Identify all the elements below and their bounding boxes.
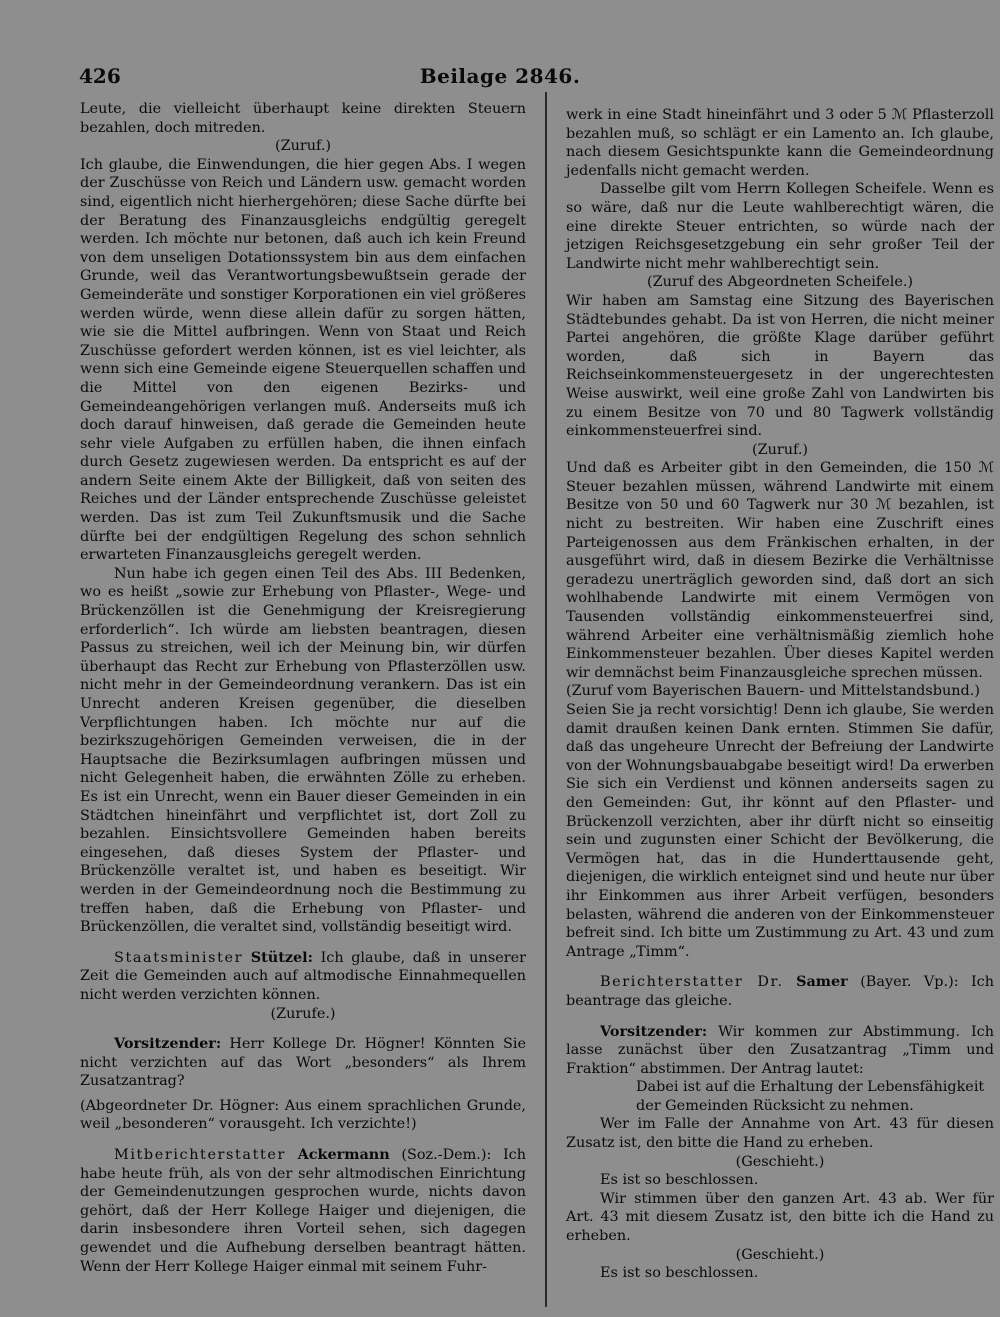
speaker-role: Vorsitzender: bbox=[600, 1022, 708, 1040]
page-number: 426 bbox=[79, 64, 121, 88]
speaker-name: Samer bbox=[796, 973, 848, 991]
speech-text: Ich beantrage das gleiche. bbox=[566, 974, 994, 1009]
interjection: (Zuruf.) bbox=[751, 441, 809, 458]
speaker-party: (Bayer. Vp.): bbox=[860, 974, 959, 991]
speech-text: Herr Kollege Dr. Högner! Könnten Sie nicht verzichten auf das Wort „besonders“ als Ihrem Zusatzantrag? bbox=[80, 1036, 526, 1090]
left-column bbox=[80, 100, 526, 1276]
speaker-party: (Soz.-Dem.): bbox=[401, 1147, 492, 1164]
paragraph: Ich glaube, die Einwendungen, die hier gegen Abs. I wegen der Zuschüsse von Reich und Ländern usw. gemacht worden sind, eigentlich nicht hierhergehören; diese Sache dürfte bei der Beratung des Finanzausgleichs endgültig geregelt werden. Ich möchte nur betonen, daß auch ich kein Freund von dem unseligen Dotationssystem bin aus dem einfachen Grunde, weil das Verantwortungsbewußtsein gerade der Gemeinderäte und sonstiger Korporationen ein viel größeres werden würde, wenn diese allein dafür zu sorgen hätten, wie sie die Mittel aufbringen. Wenn von Staat und Reich Zuschüsse gefordert werden können, ist es viel leichter, als wenn sich eine Gemeinde eigene Steuerquellen schaffen und die Mittel von den eigenen Bezirks- und Gemeindeangehörigen verlangen muß. Anderseits muß ich doch darauf hinweisen, daß gerade die Gemeinden heute sehr viele Aufgaben zu erfüllen haben, die ihnen einfach durch Gesetz zugewiesen werden. Da entspricht es auf der andern Seite einem Akte der Billigkeit, daß von seiten des Reiches und der Länder entsprechende Zuschüsse geleistet werden. Das ist zum Teil Zukunftsmusik und die Sache dürfte bei der endgültigen Regelung des schon sehnlich erwarteten Finanzausgleichs geregelt werden. bbox=[80, 156, 526, 564]
speaker-role: Berichterstatter Dr. bbox=[600, 974, 784, 991]
speech-text: Ich glaube, daß in unserer Zeit die Gemeinden auch auf altmodische Einnahmequellen nicht werden verzichten können. bbox=[80, 949, 527, 1003]
right-column bbox=[566, 106, 994, 1283]
interjection: (Zuruf des Abgeordneten Scheifele.) bbox=[646, 274, 914, 291]
speech-stuetzel bbox=[80, 949, 526, 1005]
speaker-role: Vorsitzender: bbox=[114, 1035, 222, 1053]
paragraph: Leute, die vielleicht überhaupt keine direkten Steuern bezahlen, doch mitreden. bbox=[80, 101, 526, 136]
speech-vorsitzender bbox=[80, 1035, 526, 1091]
page-title: Beilage 2846. bbox=[419, 64, 581, 88]
paragraph: Wer im Falle der Annahme von Art. 43 für diesen Zusatz ist, den bitte die Hand zu erheben. bbox=[566, 1116, 994, 1152]
column-divider bbox=[545, 92, 547, 1307]
speaker-role: Mitberichterstatter bbox=[114, 1147, 286, 1164]
speaker-role: Staatsminister bbox=[114, 949, 244, 966]
paragraph: werk in eine Stadt hineinfährt und 3 oder 5 ℳ Pflasterzoll bezahlen muß, so schlägt er ein Lamento an. Ich glaube, nach diesem Gesichtspunkte kann die Gemeindeordnung jedenfalls nicht gemacht werden. bbox=[566, 107, 994, 179]
interjection: (Geschieht.) bbox=[735, 1246, 825, 1263]
speaker-name: Ackermann bbox=[297, 1146, 390, 1164]
speech-vorsitzender bbox=[566, 1023, 994, 1079]
interjection: (Zuruf.) bbox=[274, 138, 332, 155]
interjection: (Abgeordneter Dr. Högner: Aus einem sprachlichen Grunde, weil „besonderen“ vorausgeht. Ich verzichte!) bbox=[80, 1097, 526, 1133]
speaker-name: Stützel: bbox=[250, 948, 313, 966]
paragraph: Und daß es Arbeiter gibt in den Gemeinden, die 150 ℳ Steuer bezahlen müssen, während Landwirte mit einem Besitze von 50 und 60 Tagwerk nur 30 ℳ bezahlen, ist nicht zu bestreiten. Wir haben eine Zuschrift eines Parteigenossen aus dem Fränkischen erhalten, in der ausgeführt wird, daß in diesem Bezirke die Verhältnisse geradezu unerträglich geworden sind, daß dort an sich wohlhabende Landwirte mit einem Vermögen von Tausenden vollständig einkommensteuerfrei sind, während Arbeiter eine verhältnismäßig ziemlich hohe Einkommensteuer bezahlen. Über dieses Kapitel werden wir demnächst beim Finanzausgleiche sprechen müssen. bbox=[566, 460, 994, 681]
speech-samer bbox=[566, 973, 994, 1010]
paragraph: Seien Sie ja recht vorsichtig! Denn ich glaube, Sie werden damit draußen keinen Dank ernten. Stimmen Sie dafür, daß das ungeheure Unrecht der Befreiung der Landwirte von der Wohnungsbauabgabe beseitigt wird! Da erwerben Sie sich ein Verdienst und können anderseits sagen zu den Gemeinden: Gut, ihr könnt auf den Pflaster- und Brückenzoll verzichten, aber ihr dürft nicht so einseitig sein und zugunsten einer Schicht der Bevölkerung, die Vermögen hat, das in die Hunderttausende geht, diejenigen, die wirklich enteignet sind und heute nur über ihr Einkommen aus ihrer Arbeit verfügen, besonders belasten, während die anderen von der Einkommensteuer befreit sind. Ich bitte um Zustimmung zu Art. 43 und zum Antrage „Timm“. bbox=[566, 702, 994, 960]
paragraph: Wir stimmen über den ganzen Art. 43 ab. Wer für Art. 43 mit diesem Zusatz ist, den bitte ich die Hand zu erheben. bbox=[566, 1190, 994, 1245]
interjection: (Zurufe.) bbox=[270, 1005, 336, 1022]
paragraph: Dasselbe gilt vom Herrn Kollegen Scheifele. Wenn es so wäre, daß nur die Leute wahlberechtigt wären, die eine direkte Steuer entrichten, so würde nach der jetzigen Reichsgesetzgebung ein sehr großer Teil der Landwirte nicht mehr wahlberechtigt sein. bbox=[566, 181, 994, 272]
speech-text: Ich habe heute früh, als von der sehr altmodischen Einrichtung der Gemeindenutzungen gesprochen wurde, nichts davon gehört, daß der Herr Kollege Haiger und diejenigen, die darin insbesondere ihren Vorteil sehen, sich dagegen gewendet und die Aufhebung derselben beantragt hätten. Wenn der Herr Kollege Haiger einmal mit seinem Fuhr- bbox=[80, 1147, 527, 1275]
speech-ackermann bbox=[80, 1146, 526, 1276]
interjection: (Zuruf vom Bayerischen Bauern- und Mittelstandsbund.) bbox=[566, 683, 980, 700]
paragraph: Nun habe ich gegen einen Teil des Abs. III Bedenken, wo es heißt „sowie zur Erhebung von Pflaster-, Wege- und Brückenzöllen ist die Genehmigung der Kreisregierung erforderlich“. Ich würde am liebsten beantragen, diesen Passus zu streichen, weil ich der Meinung bin, wir dürfen überhaupt das Recht zur Erhebung von Pflasterzöllen usw. nicht mehr in der Gemeindeordnung verankern. Das ist ein Unrecht anderen Kreisen gegenüber, die dieselben Verpflichtungen haben. Ich möchte nur auf die bezirkszugehörigen Gemeinden verweisen, die in der Hauptsache die Bezirksumlagen aufbringen müssen und nicht Gelegenheit haben, die erwähnten Zölle zu erheben. Es ist ein Unrecht, wenn ein Bauer dieser Gemeinden in ein Städtchen hineinfährt und verpflichtet ist, dort Zoll zu bezahlen. Einsichtsvollere Gemeinden haben bereits eingesehen, daß dieses System der Pflaster- und Brückenzölle veraltet ist, und haben es beseitigt. Wir werden in der Gemeindeordnung noch die Bestimmung zu treffen haben, daß die Erhebung von Pflaster- und Brückenzöllen, die veraltet sind, vollständig beseitigt wird. bbox=[80, 565, 526, 936]
paragraph: Es ist so beschlossen. bbox=[600, 1265, 759, 1282]
paragraph: Wir haben am Samstag eine Sitzung des Bayerischen Städtebundes gehabt. Da ist von Herren, die nicht meiner Partei angehören, die größte Klage darüber geführt worden, daß sich in Bayern das Reichseinkommensteuergesetz in der ungerechtesten Weise auswirkt, weil eine große Zahl von Landwirten bis zu einem Besitze von 70 und 80 Tagwerk vollständig einkommensteuerfrei sind. bbox=[566, 292, 994, 440]
speech-text: Wir kommen zur Abstimmung. Ich lasse zunächst über den Zusatzantrag „Timm und Fraktion“ abstimmen. Der Antrag lautet: bbox=[566, 1023, 995, 1077]
interjection: (Geschieht.) bbox=[735, 1153, 825, 1170]
paragraph: Es ist so beschlossen. bbox=[600, 1172, 759, 1189]
motion-text: Dabei ist auf die Erhaltung der Lebensfähigkeit der Gemeinden Rücksicht zu nehmen. bbox=[636, 1079, 985, 1114]
